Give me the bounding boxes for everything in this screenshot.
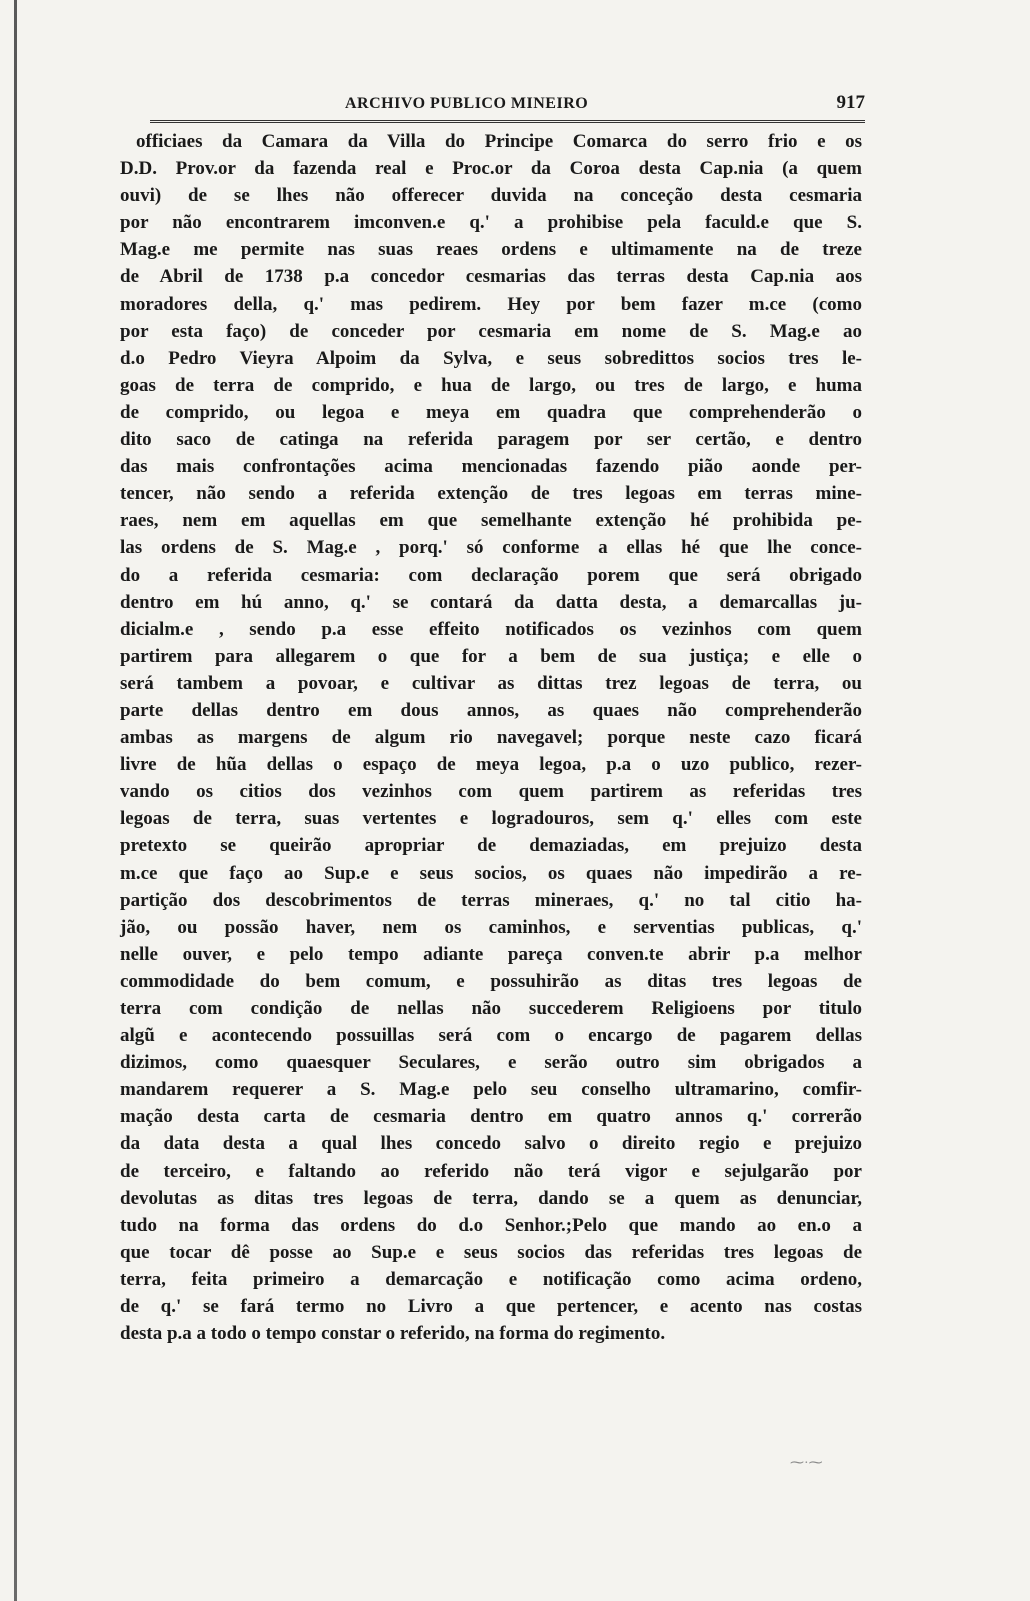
text-line: ambas as margens de algum rio navegavel; porque neste cazo ficará <box>120 727 862 749</box>
text-line: mação desta carta de cesmaria dentro em quatro annos q.' correrão <box>120 1106 862 1128</box>
text-line: moradores della, q.' mas pedirem. Hey por bem fazer m.ce (como <box>120 293 862 315</box>
text-line: ouvi) de se lhes não offerecer duvida na conceção desta cesmaria <box>120 185 862 207</box>
text-line: nelle ouver, e pelo tempo adiante pareça conven.te abrir p.a melhor <box>120 943 862 965</box>
text-line: d.o Pedro Vieyra Alpoim da Sylva, e seus sobredittos socios tres le- <box>120 347 862 369</box>
text-line: por esta faço) de conceder por cesmaria em nome de S. Mag.e ao <box>120 320 862 342</box>
text-line: que tocar dê posse ao Sup.e e seus socios das referidas tres legoas de <box>120 1241 862 1263</box>
running-title: ARCHIVO PUBLICO MINEIRO <box>345 95 589 112</box>
page-number: 917 <box>836 92 865 113</box>
text-line: desta p.a a todo o tempo constar o referido, na forma do regimento. <box>120 1323 666 1345</box>
text-line: dito saco de catinga na referida paragem por ser certão, e dentro <box>120 429 862 451</box>
text-line: dicialm.e , sendo p.a esse effeito notificados os vezinhos com quem <box>120 618 862 640</box>
text-line: tudo na forma das ordens do d.o Senhor.;Pelo que mando ao en.o a <box>120 1214 862 1236</box>
text-line: livre de hũa dellas o espaço de meya legoa, p.a o uzo publico, rezer- <box>120 754 862 776</box>
text-line: tencer, não sendo a referida extenção de tres legoas em terras mine- <box>120 483 862 505</box>
text-line: devolutas as ditas tres legoas de terra, dando se a quem as denunciar, <box>120 1187 862 1209</box>
text-line: por não encontrarem imconven.e q.' a prohibise pela faculd.e que S. <box>120 212 862 234</box>
text-line: pretexto se queirão apropriar de demaziadas, em prejuizo desta <box>120 835 862 857</box>
text-line: será tambem a povoar, e cultivar as dittas trez legoas de terra, ou <box>120 672 862 694</box>
text-line: raes, nem em aquellas em que semelhante extenção hé prohibida pe- <box>120 510 862 532</box>
text-line: dizimos, como quaesquer Seculares, e serão outro sim obrigados a <box>120 1052 862 1074</box>
text-line: D.D. Prov.or da fazenda real e Proc.or da Coroa desta Cap.nia (a quem <box>120 158 862 180</box>
text-line: jão, ou possão haver, nem os caminhos, e serventias publicas, q.' <box>120 916 862 938</box>
page-binding-edge <box>14 0 17 1601</box>
text-line: partirem para allegarem o que for a bem de sua justiça; e elle o <box>120 645 862 667</box>
text-line: m.ce que faço ao Sup.e e seus socios, os quaes não impedirão a re- <box>120 862 862 884</box>
text-line: das mais confrontações acima mencionadas fazendo pião aonde per- <box>120 456 862 478</box>
text-line: algũ e acontecendo possuillas será com o encargo de pagarem dellas <box>120 1025 862 1047</box>
text-line: las ordens de S. Mag.e , porq.' só conforme a ellas hé que lhe conce- <box>120 537 862 559</box>
text-line: legoas de terra, suas vertentes e logradouros, sem q.' elles com este <box>120 808 862 830</box>
header-rule <box>150 120 865 123</box>
text-line: do a referida cesmaria: com declaração porem que será obrigado <box>120 564 862 586</box>
text-line: terra com condição de nellas não succederem Religioens por titulo <box>120 998 862 1019</box>
text-line: parte dellas dentro em dous annos, as quaes não comprehenderão <box>120 699 862 721</box>
text-line: commodidade do bem comum, e possuhirão as ditas tres legoas de <box>120 970 862 992</box>
print-smudge: ⁓·⁓ <box>790 1456 823 1471</box>
page-header <box>345 92 865 116</box>
text-line: da data desta a qual lhes concedo salvo o direito regio e prejuizo <box>120 1133 862 1155</box>
text-line: partição dos descobrimentos de terras mineraes, q.' no tal citio ha- <box>120 889 862 911</box>
text-line: dentro em hú anno, q.' se contará da datta desta, a demarcallas ju- <box>120 591 862 613</box>
text-line: de terceiro, e faltando ao referido não terá vigor e sejulgarão por <box>120 1160 862 1182</box>
text-line: de Abril de 1738 p.a concedor cesmarias das terras desta Cap.nia aos <box>120 266 862 288</box>
text-line: vando os citios dos vezinhos com quem partirem as referidas tres <box>120 781 862 803</box>
text-line: Mag.e me permite nas suas reaes ordens e ultimamente na de treze <box>120 239 862 261</box>
text-line: terra, feita primeiro a demarcação e notificação como acima ordeno, <box>120 1268 862 1290</box>
document-body <box>120 128 862 1378</box>
text-line: officiaes da Camara da Villa do Principe Comarca do serro frio e os <box>136 131 862 152</box>
text-line: goas de terra de comprido, e hua de largo, ou tres de largo, e huma <box>120 374 862 396</box>
text-line: de q.' se fará termo no Livro a que pertencer, e acento nas costas <box>120 1296 862 1318</box>
text-line: de comprido, ou legoa e meya em quadra que comprehenderão o <box>120 401 862 423</box>
text-line: mandarem requerer a S. Mag.e pelo seu conselho ultramarino, comfir- <box>120 1079 862 1101</box>
